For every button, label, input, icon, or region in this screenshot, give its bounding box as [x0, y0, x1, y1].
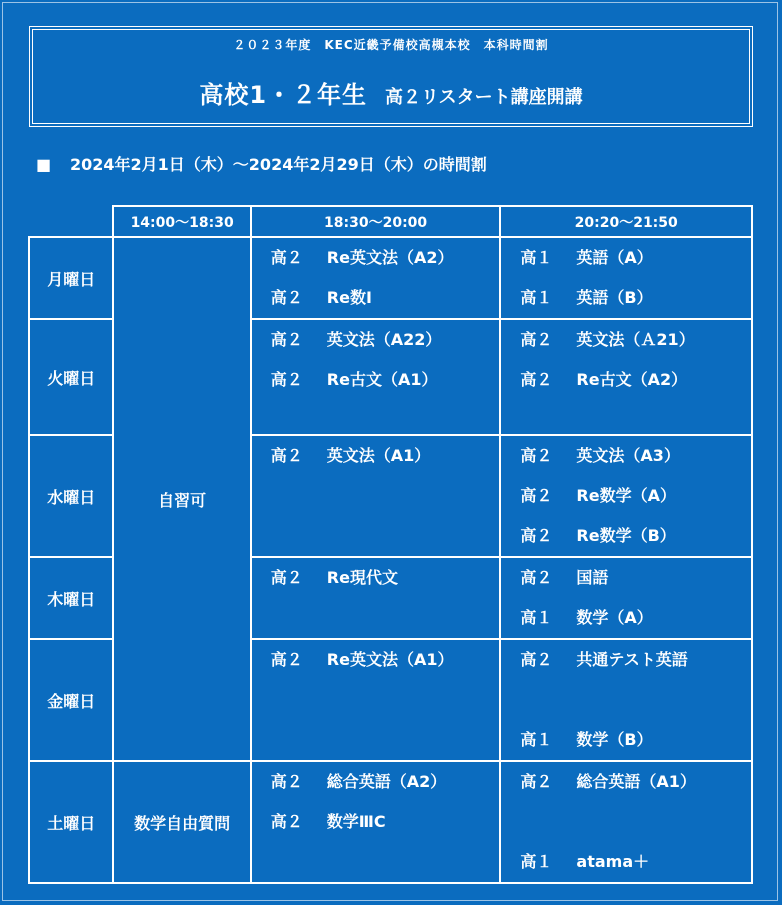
- course-name: Re数学（B）: [576, 526, 676, 545]
- grade-label: 高２: [520, 526, 553, 545]
- course-name: 国語: [576, 568, 609, 587]
- empty-line: [501, 680, 751, 720]
- late-slot-cell: [500, 237, 752, 319]
- course-name: 総合英語（A2）: [326, 772, 447, 791]
- course-name: 数学ⅢC: [326, 812, 386, 831]
- grade-label: 高２: [270, 248, 303, 267]
- course-name: Re数Ⅰ: [326, 288, 372, 307]
- timetable: [28, 205, 753, 884]
- course-entry: [252, 320, 500, 360]
- day-cell: 木曜日: [29, 557, 113, 639]
- mid-slot-cell: [251, 557, 501, 639]
- day-cell: 土曜日: [29, 761, 113, 883]
- grade-label: 高１: [520, 852, 553, 871]
- grade-label: 高２: [270, 650, 303, 669]
- table-row: [29, 237, 752, 319]
- day-cell: 火曜日: [29, 319, 113, 435]
- course-entry: [501, 842, 751, 882]
- grade-label: 高２: [270, 772, 303, 791]
- late-slot-cell: [500, 557, 752, 639]
- mid-slot-cell: [251, 435, 501, 557]
- course-name: Re英文法（A2）: [326, 248, 454, 267]
- grade-label: 高２: [270, 288, 303, 307]
- course-name: 英語（A）: [576, 248, 653, 267]
- table-row: [29, 761, 752, 883]
- course-name: 英文法（A3）: [576, 446, 680, 465]
- course-entry: [501, 360, 751, 400]
- course-entry: [501, 278, 751, 318]
- page-title: [30, 75, 752, 110]
- course-name: 英文法（Ａ21）: [576, 330, 695, 349]
- course-name: 英語（B）: [576, 288, 653, 307]
- day-cell: 月曜日: [29, 237, 113, 319]
- course-name: 総合英語（A1）: [576, 772, 696, 791]
- course-name: 英文法（A22）: [326, 330, 442, 349]
- mid-slot-cell: [251, 639, 501, 761]
- mid-slot-cell: [251, 237, 501, 319]
- title-main: 高校1・２年生: [199, 81, 368, 109]
- course-entry: [252, 558, 500, 598]
- course-entry: [501, 720, 751, 760]
- period-text: 2024年2月1日（木）～2024年2月29日（木）の時間割: [70, 155, 487, 174]
- mid-slot-cell: [251, 761, 501, 883]
- grade-label: 高２: [270, 330, 303, 349]
- course-entry: [252, 640, 500, 680]
- course-name: Re古文（A2）: [576, 370, 688, 389]
- grade-label: 高２: [520, 446, 553, 465]
- grade-label: 高１: [520, 608, 553, 627]
- grade-label: 高２: [520, 330, 553, 349]
- grade-label: 高２: [520, 568, 553, 587]
- day-cell: 水曜日: [29, 435, 113, 557]
- late-slot-cell: [500, 319, 752, 435]
- grade-label: 高１: [520, 248, 553, 267]
- header-subtitle: ２０２３年度 KEC近畿予備校高槻本校 本科時間割: [233, 38, 549, 52]
- course-name: Re古文（A1）: [326, 370, 438, 389]
- course-entry: [501, 320, 751, 360]
- late-slot-cell: [500, 435, 752, 557]
- course-name: 共通テスト英語: [576, 650, 688, 669]
- course-entry: [252, 278, 500, 318]
- course-name: 英文法（A1）: [326, 446, 431, 465]
- grade-label: 高２: [520, 486, 553, 505]
- grade-label: 高２: [520, 650, 553, 669]
- grade-label: 高２: [270, 370, 303, 389]
- course-entry: [501, 238, 751, 278]
- course-entry: [252, 762, 500, 802]
- course-entry: [252, 436, 500, 476]
- course-name: 数学（B）: [576, 730, 653, 749]
- course-entry: [501, 476, 751, 516]
- column-header: 20:20～21:50: [500, 206, 752, 237]
- timetable-header-row: [29, 206, 752, 237]
- course-entry: [501, 436, 751, 476]
- course-name: Re英文法（A1）: [326, 650, 454, 669]
- self-study-cell: 自習可: [113, 237, 250, 761]
- column-header: 14:00～18:30: [113, 206, 250, 237]
- course-entry: [252, 238, 500, 278]
- late-slot-cell: [500, 639, 752, 761]
- grade-label: 高２: [520, 370, 553, 389]
- course-entry: [252, 802, 500, 842]
- course-name: Re現代文: [326, 568, 398, 587]
- empty-line: [501, 802, 751, 842]
- course-entry: [501, 762, 751, 802]
- day-cell: 金曜日: [29, 639, 113, 761]
- mid-slot-cell: [251, 319, 501, 435]
- course-entry: [501, 598, 751, 638]
- course-name: atama＋: [576, 852, 650, 871]
- grade-label: 高２: [270, 568, 303, 587]
- grade-label: 高１: [520, 730, 553, 749]
- late-slot-cell: [500, 761, 752, 883]
- column-header: 18:30～20:00: [251, 206, 501, 237]
- title-sub: 高２リスタート講座開講: [385, 87, 583, 108]
- course-entry: [501, 640, 751, 680]
- corner-cell: [29, 206, 113, 237]
- course-entry: [501, 516, 751, 556]
- math-question-cell: 数学自由質問: [113, 761, 250, 883]
- grade-label: 高２: [270, 812, 303, 831]
- grade-label: 高２: [270, 446, 303, 465]
- grade-label: 高２: [520, 772, 553, 791]
- course-name: Re数学（A）: [576, 486, 676, 505]
- grade-label: 高１: [520, 288, 553, 307]
- header-box: [29, 26, 753, 127]
- course-entry: [501, 558, 751, 598]
- course-entry: [252, 360, 500, 400]
- course-name: 数学（A）: [576, 608, 653, 627]
- period-line: [36, 152, 487, 175]
- square-bullet-icon: ■: [36, 155, 52, 174]
